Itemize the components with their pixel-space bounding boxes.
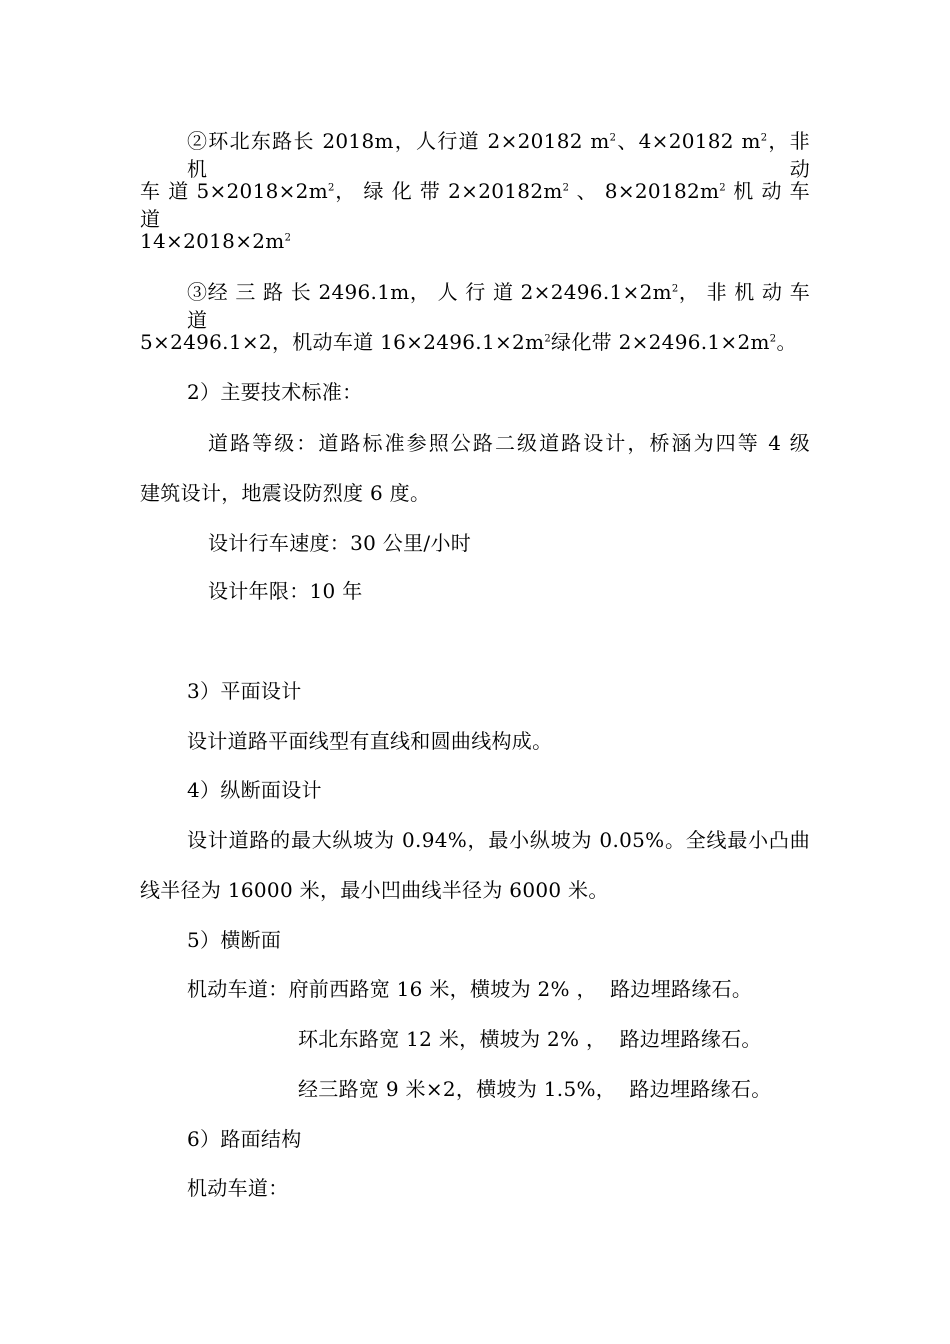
- item2-line3: [140, 227, 291, 255]
- superscript: 2: [760, 132, 768, 144]
- cross-section-row-1: 机动车道：府前西路宽 16 米，横坡为 2% ， 路边埋路缘石。: [187, 977, 753, 1001]
- item2-line1-text-b: 、4×20182 m: [616, 129, 761, 153]
- superscript: 2: [562, 182, 570, 194]
- section-5-heading: 5）横断面: [187, 928, 282, 952]
- cross-section-row-2: 环北东路宽 12 米，横坡为 2% ， 路边埋路缘石。: [298, 1027, 762, 1051]
- section-3-text: 设计道路平面线型有直线和圆曲线构成。: [187, 729, 553, 753]
- superscript: 2: [671, 283, 679, 295]
- section-4-line1: 设计道路的最大纵坡为 0.94%，最小纵坡为 0.05%。全线最小凸曲: [187, 828, 810, 852]
- item2-line3-text: 14×2018×2m: [140, 229, 285, 253]
- item3-line2-text-b: 绿化带 2×2496.1×2m: [551, 330, 770, 354]
- item2-line2: [140, 177, 810, 233]
- superscript: 2: [719, 182, 726, 194]
- superscript: 2: [284, 232, 292, 244]
- section-6-lane-label: 机动车道：: [187, 1176, 289, 1200]
- section-4-line2: 线半径为 16000 米，最小凹曲线半径为 6000 米。: [140, 878, 609, 902]
- cross-section-row-3: 经三路宽 9 米×2，横坡为 1.5%， 路边埋路缘石。: [298, 1077, 772, 1101]
- item2-line2-text-a: 车 道 5×2018×2m: [140, 179, 328, 203]
- superscript: 2: [769, 333, 777, 345]
- item3-line1-text-b: ， 非 机 动 车 道: [187, 280, 810, 332]
- superscript: 2: [609, 132, 617, 144]
- road-grade-line1: 道路等级：道路标准参照公路二级道路设计，桥涵为四等 4 级: [208, 431, 810, 455]
- section-2-heading: 2）主要技术标准：: [187, 380, 363, 404]
- item2-line1-text-c: ，非机动: [187, 129, 810, 181]
- item2-line1: [187, 127, 810, 183]
- item3-line2-text-c: 。: [776, 330, 797, 354]
- item2-line2-text-b: ， 绿 化 带 2×20182m: [334, 179, 563, 203]
- section-3-heading: 3）平面设计: [187, 679, 302, 703]
- design-years: 设计年限：10 年: [208, 579, 363, 603]
- item3-line2: [140, 328, 797, 356]
- superscript: 2: [544, 333, 552, 345]
- item2-line2-text-d: 机 动 车 道: [140, 179, 810, 231]
- item2-line1-text-a: ②环北东路长 2018m，人行道 2×20182 m: [187, 129, 610, 153]
- road-grade-line2: 建筑设计，地震设防烈度 6 度。: [140, 481, 431, 505]
- item3-line1: [187, 278, 810, 334]
- section-4-heading: 4）纵断面设计: [187, 778, 322, 802]
- item3-line2-text-a: 5×2496.1×2，机动车道 16×2496.1×2m: [140, 330, 545, 354]
- item2-line2-text-c: 、 8×20182m: [569, 179, 720, 203]
- item3-line1-text-a: ③经 三 路 长 2496.1m， 人 行 道 2×2496.1×2m: [187, 280, 672, 304]
- section-6-heading: 6）路面结构: [187, 1127, 302, 1151]
- design-speed: 设计行车速度：30 公里/小时: [208, 531, 472, 555]
- superscript: 2: [327, 182, 335, 194]
